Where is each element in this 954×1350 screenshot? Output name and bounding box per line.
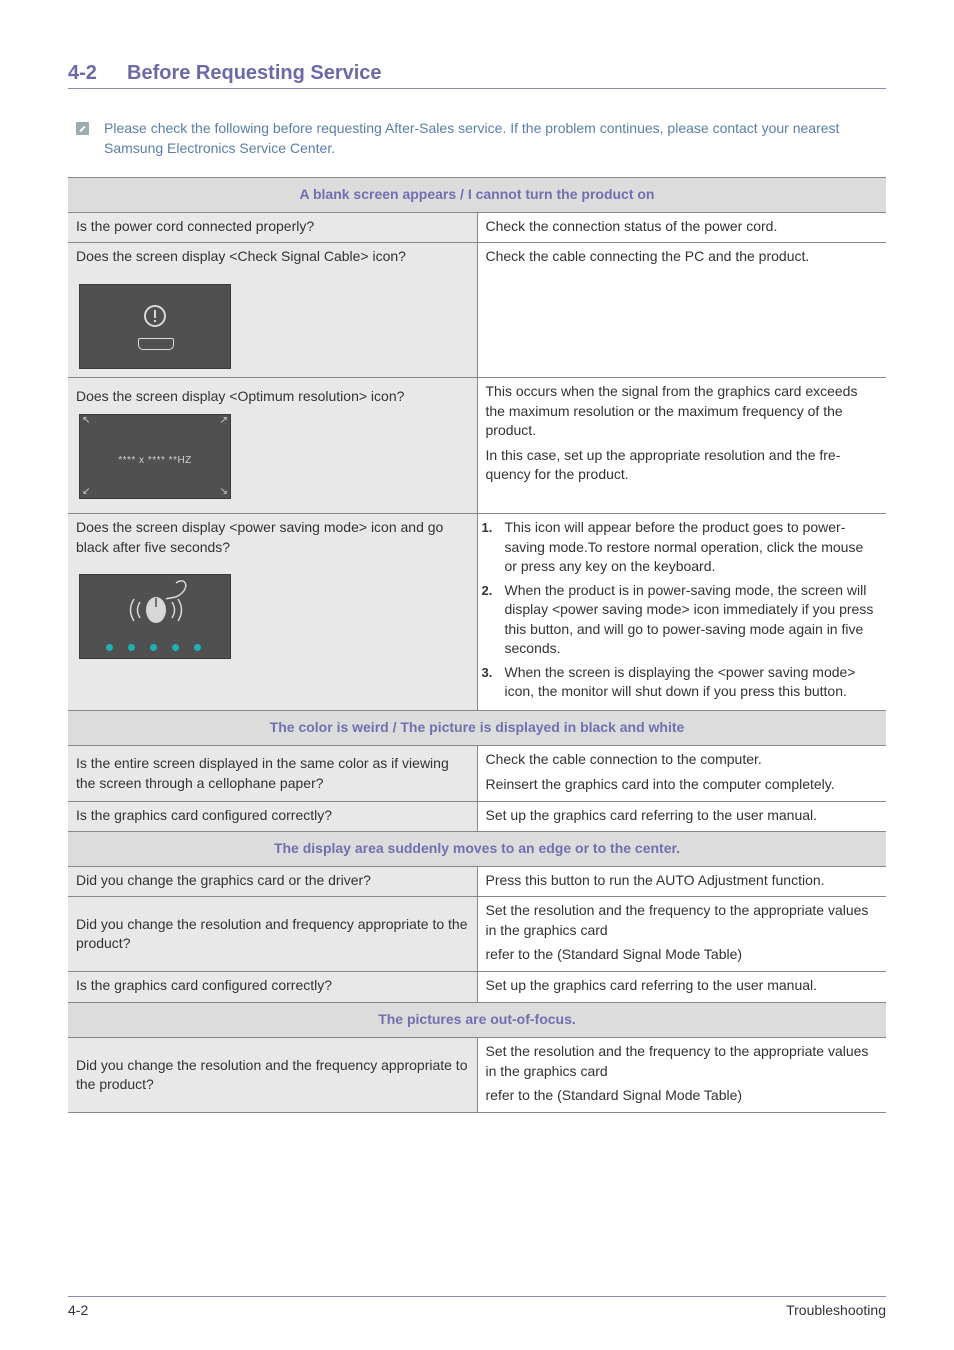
answer-text: refer to the (Standard Signal Mode Table) [485, 946, 743, 962]
check-signal-cable-screen [79, 284, 231, 369]
question-cell: Did you change the resolution and the frequency appropriate to the product? [68, 1038, 477, 1113]
table-row [68, 243, 886, 378]
table-row [68, 378, 886, 514]
answer-text: Set the resolution and the frequency to the appropriate values in the graphics card [485, 1043, 869, 1079]
answer-cell: Check the connection status of the power cord. [477, 213, 886, 243]
power-saving-screen [79, 574, 231, 659]
corner-arrow-icon: ↖ [82, 414, 91, 426]
page-footer [68, 1296, 886, 1318]
troubleshooting-table [68, 177, 886, 1113]
answer-text: In this case, set up the appropriate resolution and the fre-quency for the product. [485, 446, 841, 482]
table-row [68, 213, 886, 243]
chapter-name: Troubleshooting [786, 1302, 886, 1318]
section-title: Before Requesting Service [127, 62, 382, 84]
d-sub-port-icon [138, 338, 174, 350]
answer-text: Set the resolution and the frequency to the appropriate values in the graphics card [485, 902, 869, 938]
question-cell [68, 514, 477, 711]
question-cell: Did you change the graphics card or the driver? [68, 867, 477, 897]
answer-text: refer to the (Standard Signal Mode Table) [485, 1087, 743, 1103]
answer-cell [477, 897, 886, 972]
table-row [68, 897, 886, 972]
answer-cell: Set up the graphics card referring to the user manual. [477, 802, 886, 832]
list-item: 3. When the screen is displaying the <power saving mode> icon, the monitor will shut down if you press this button. [481, 663, 856, 699]
steps-list [481, 518, 879, 702]
note-text: Please check the following before requesting After-Sales service. If the problem continues, please contact your nearest Samsung Electronics Service Center. [104, 120, 840, 156]
progress-dots [106, 637, 216, 657]
dot-icon [194, 644, 201, 651]
section-header [68, 1003, 886, 1038]
question-text: Does the screen display <Check Signal Cable> icon? [76, 248, 406, 264]
resolution-readout: **** x **** **HZ [118, 454, 192, 466]
question-cell: Is the graphics card configured correctly? [68, 802, 477, 832]
section-header-blank-screen: A blank screen appears / I cannot turn the product on [68, 178, 886, 213]
question-text: Does the screen display <power saving mode> icon and go black after five seconds? [76, 519, 444, 555]
dot-icon [128, 644, 135, 651]
section-header-out-of-focus: The pictures are out-of-focus. [68, 1003, 886, 1038]
table-row [68, 746, 886, 802]
section-header-display-area: The display area suddenly moves to an edge or to the center. [68, 832, 886, 867]
answer-text: Reinsert the graphics card into the computer completely. [485, 775, 835, 792]
section-header [68, 832, 886, 867]
table-row [68, 1038, 886, 1113]
corner-arrow-icon: ↘ [219, 485, 228, 497]
table-row [68, 514, 886, 711]
answer-cell [477, 378, 886, 514]
answer-cell: Press this button to run the AUTO Adjustment function. [477, 867, 886, 897]
question-cell [68, 378, 477, 514]
section-header-color: The color is weird / The picture is displayed in black and white [68, 711, 886, 746]
answer-cell [477, 514, 886, 711]
table-row [68, 802, 886, 832]
dot-icon [150, 644, 157, 651]
section-header [68, 711, 886, 746]
table-row [68, 867, 886, 897]
answer-text: Check the cable connection to the computer. [485, 751, 762, 767]
section-header [68, 178, 886, 213]
answer-cell: Check the cable connecting the PC and the product. [477, 243, 886, 378]
table-row [68, 972, 886, 1003]
corner-arrow-icon: ↙ [82, 485, 91, 497]
question-cell: Is the graphics card configured correctly? [68, 972, 477, 1003]
corner-arrow-icon: ↗ [219, 414, 228, 426]
answer-cell [477, 1038, 886, 1113]
warning-icon [144, 305, 166, 327]
question-cell: Is the power cord connected properly? [68, 213, 477, 243]
dot-icon [106, 644, 113, 651]
question-text: Does the screen display <Optimum resolution> icon? [76, 388, 405, 404]
list-item: 2. When the product is in power-saving mode, the screen will display <power saving mode> icon immediately if you press this button, and will go to power-saving mode again in five seconds. [481, 581, 874, 656]
answer-cell: Set up the graphics card referring to the user manual. [477, 972, 886, 1003]
answer-cell [477, 746, 886, 802]
section-number: 4-2 [68, 62, 97, 84]
answer-text: This occurs when the signal from the graphics card exceeds the maximum resolution or the maximum frequency of the product. [485, 383, 858, 438]
page-title [68, 62, 886, 89]
page-number: 4-2 [68, 1302, 89, 1318]
note [76, 119, 876, 158]
note-icon [76, 122, 89, 135]
question-cell [68, 243, 477, 378]
dot-icon [172, 644, 179, 651]
optimum-resolution-screen [79, 414, 231, 499]
question-cell: Is the entire screen displayed in the same color as if viewing the screen through a cellophane paper? [68, 746, 477, 802]
list-item: 1. This icon will appear before the product goes to power-saving mode.To restore normal operation, click the mouse or press any key on the keyboard. [481, 519, 864, 574]
question-cell: Did you change the resolution and frequency appropriate to the product? [68, 897, 477, 972]
